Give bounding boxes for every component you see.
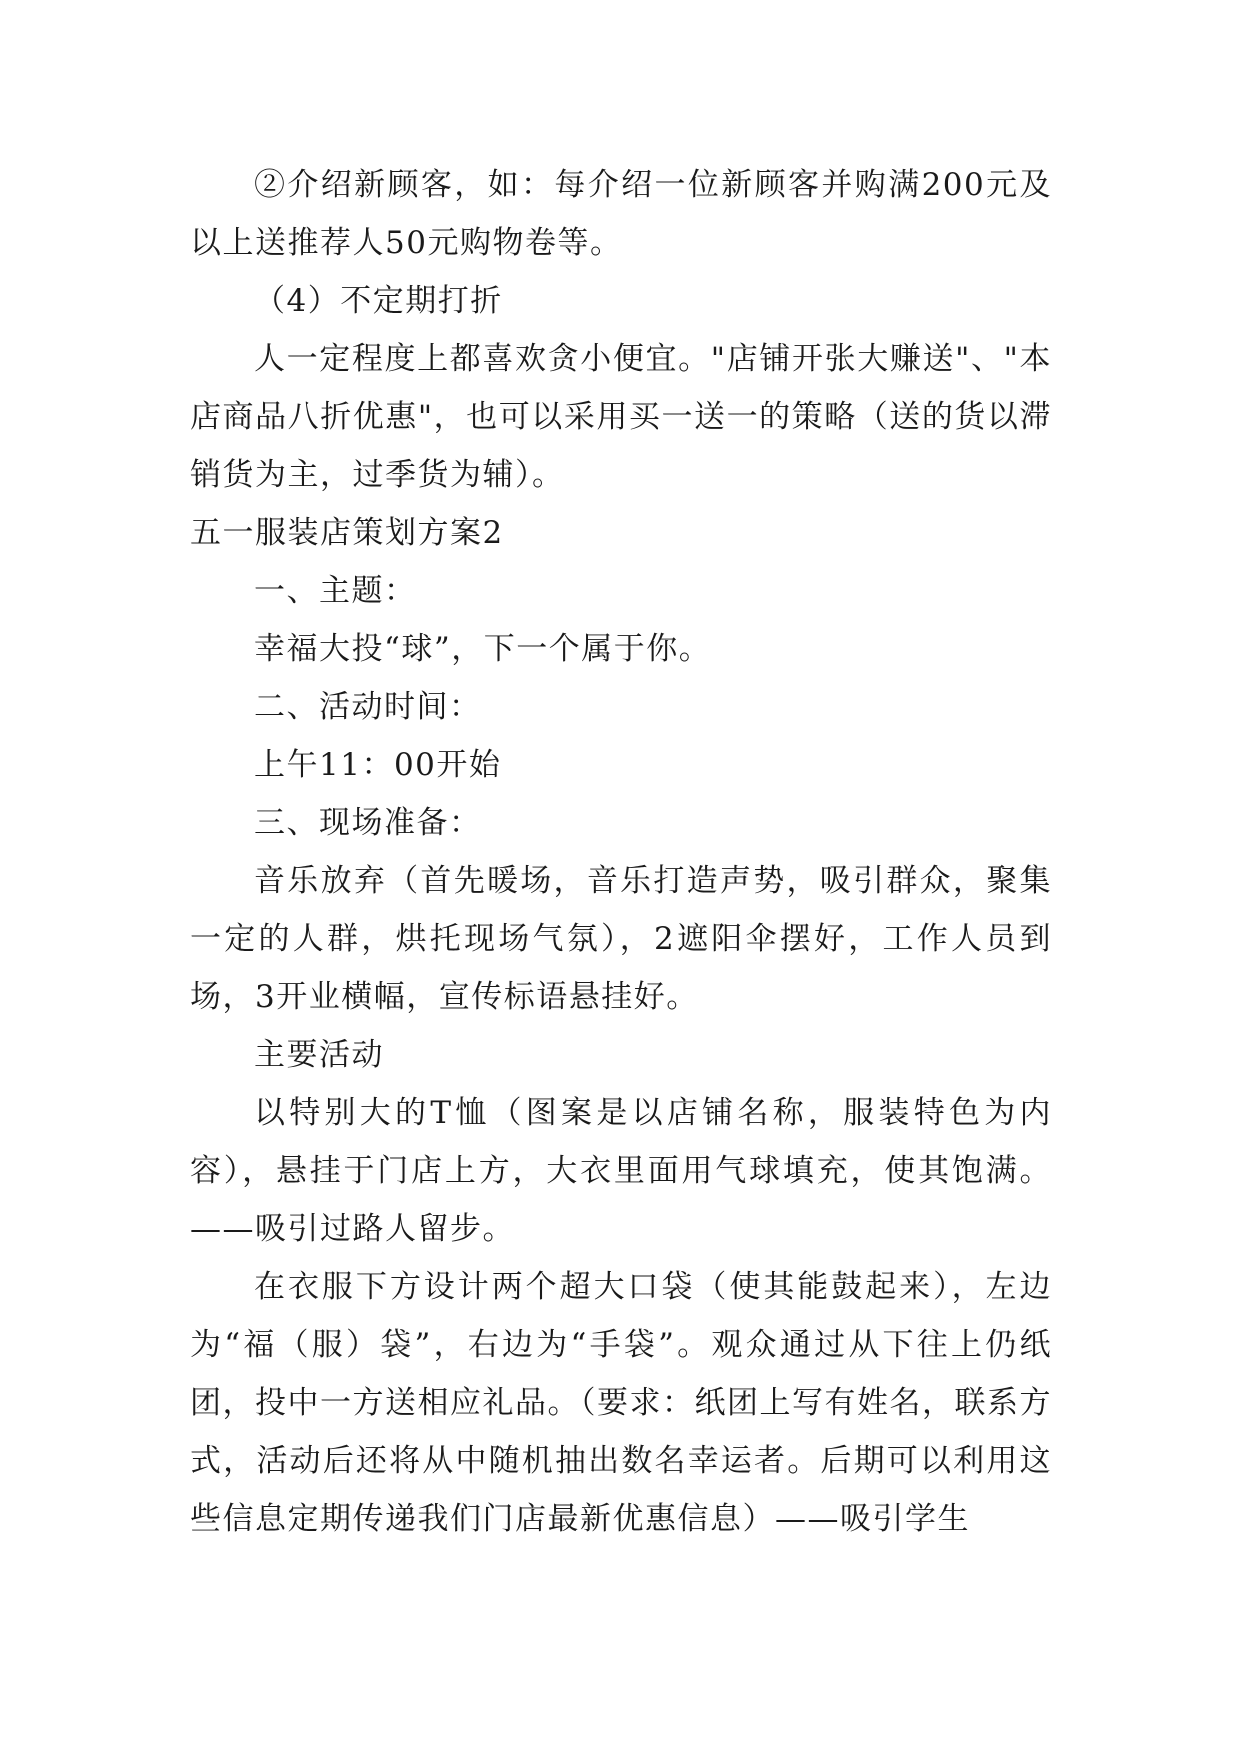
heading-main-activity: 主要活动 — [254, 1037, 384, 1073]
paragraph-theme: 幸福大投“球”，下一个属于你。 — [254, 631, 712, 667]
paragraph-discount: 人一定程度上都喜欢贪小便宜。"店铺开张大赚送"、"本店商品八折优惠"，也可以采用买一送一的策略（送的货以滞销货为主，过季货为辅）。 — [190, 341, 1052, 493]
paragraph-pockets: 在衣服下方设计两个超大口袋（使其能鼓起来），左边为“福（服）袋”，右边为“手袋”。观众通过从下往上仍纸团，投中一方送相应礼品。（要求：纸团上写有姓名，联系方式，活动后还将从中随机抽出数名幸运者。后期可以利用这些信息定期传递我们门店最新优惠信息）——吸引学生 — [190, 1269, 1052, 1537]
document-body — [190, 156, 1052, 1548]
heading-activity-time: 二、活动时间： — [254, 689, 482, 725]
heading-theme: 一、主题： — [254, 573, 417, 609]
heading-irregular-discount: （4）不定期打折 — [254, 283, 503, 319]
paragraph-referral: ②介绍新顾客，如：每介绍一位新顾客并购满200元及以上送推荐人50元购物卷等。 — [190, 167, 1052, 261]
heading-site-preparation: 三、现场准备： — [254, 805, 482, 841]
paragraph-activity-time: 上午11：00开始 — [254, 747, 502, 783]
paragraph-site-preparation: 音乐放弃（首先暖场，音乐打造声势，吸引群众，聚集一定的人群，烘托现场气氛），2遮阳伞摆好，工作人员到场，3开业横幅，宣传标语悬挂好。 — [190, 863, 1052, 1015]
paragraph-tshirt: 以特别大的T恤（图案是以店铺名称，服装特色为内容），悬挂于门店上方，大衣里面用气球填充，使其饱满。——吸引过路人留步。 — [190, 1095, 1052, 1247]
section-title: 五一服装店策划方案2 — [190, 515, 504, 551]
